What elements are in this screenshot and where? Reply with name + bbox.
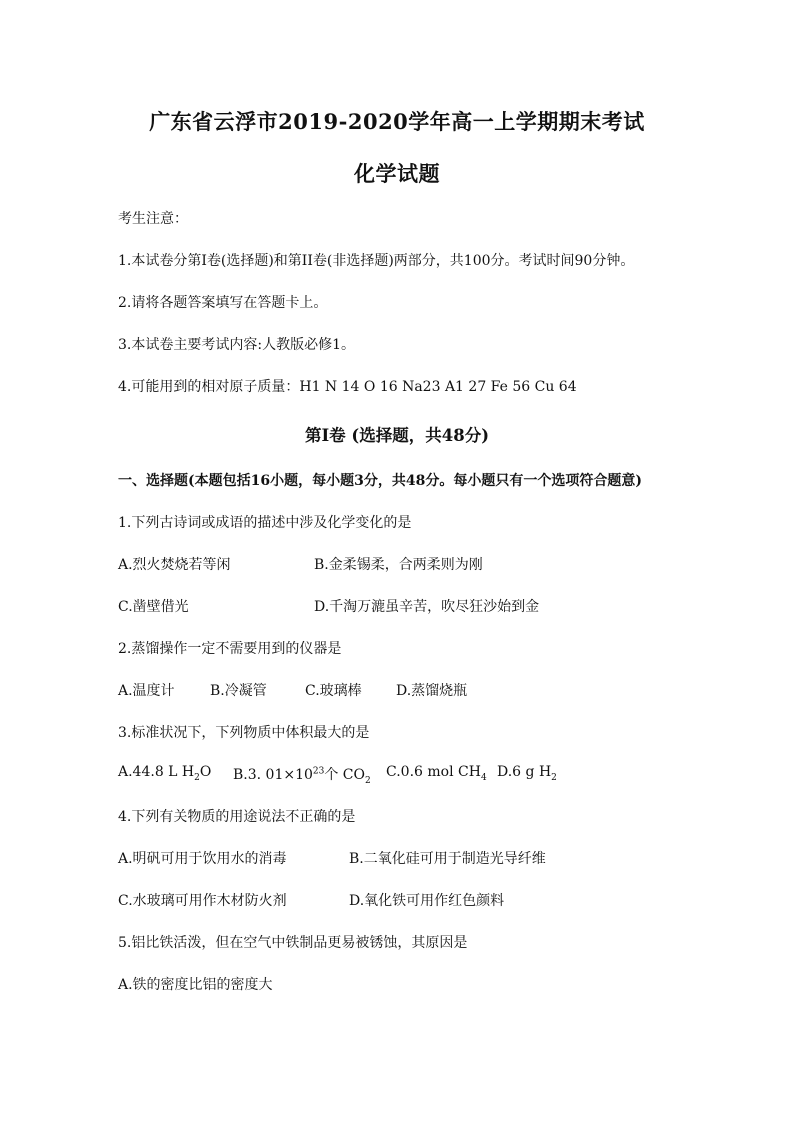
subscript: 2 bbox=[194, 772, 200, 783]
option-a: A.烈火焚烧若等闲 bbox=[118, 557, 231, 573]
notice-item: 2.请将各题答案填写在答题卡上。 bbox=[118, 295, 328, 311]
option-a-text: O bbox=[199, 764, 212, 780]
option-a: A.明矾可用于饮用水的消毒 bbox=[118, 851, 287, 867]
notice-item: 3.本试卷主要考试内容:人教版必修1。 bbox=[118, 337, 355, 353]
option-a bbox=[118, 764, 211, 783]
question-stem: 1.下列古诗词或成语的描述中涉及化学变化的是 bbox=[118, 515, 412, 531]
option-c: C.水玻璃可用作木材防火剂 bbox=[118, 893, 287, 909]
option-b bbox=[233, 764, 371, 786]
option-d: D.蒸馏烧瓶 bbox=[396, 683, 468, 699]
subscript: 2 bbox=[551, 772, 557, 783]
option-b: B.二氧化硅可用于制造光导纤维 bbox=[349, 851, 546, 867]
option-c: C.玻璃棒 bbox=[305, 683, 362, 699]
section-instruction: 一、选择题(本题包括16小题，每小题3分，共48分。每小题只有一个选项符合题意) bbox=[118, 473, 642, 489]
option-b: B.金柔锡柔，合两柔则为刚 bbox=[314, 557, 483, 573]
option-d-text: D.6 g H bbox=[497, 764, 552, 780]
question-stem: 2.蒸馏操作一定不需要用到的仪器是 bbox=[118, 641, 342, 657]
option-b: B.冷凝管 bbox=[210, 683, 267, 699]
notice-item: 4.可能用到的相对原子质量：H1 N 14 O 16 Na23 A1 27 Fe 56 Cu 64 bbox=[118, 379, 577, 395]
superscript: 23 bbox=[312, 766, 325, 777]
option-b-text: 个 CO bbox=[324, 767, 365, 783]
option-c: C.凿壁借光 bbox=[118, 599, 189, 615]
option-c-text: C.0.6 mol CH bbox=[386, 764, 481, 780]
notice-item: 1.本试卷分第I卷(选择题)和第II卷(非选择题)两部分，共100分。考试时间90分钟。 bbox=[118, 253, 635, 269]
question-stem: 4.下列有关物质的用途说法不正确的是 bbox=[118, 809, 356, 825]
document-title: 广东省云浮市2019-2020学年高一上学期期末考试 bbox=[149, 109, 645, 134]
option-d bbox=[497, 764, 557, 783]
option-d: D.千淘万漉虽辛苦，吹尽狂沙始到金 bbox=[314, 599, 540, 615]
question-stem: 5.铝比铁活泼，但在空气中铁制品更易被锈蚀，其原因是 bbox=[118, 935, 468, 951]
question-stem: 3.标准状况下，下列物质中体积最大的是 bbox=[118, 725, 370, 741]
option-a-text: A.44.8 L H bbox=[118, 764, 195, 780]
option-b-text: B.3. 01×10 bbox=[233, 767, 313, 783]
option-d: D.氧化铁可用作红色颜料 bbox=[349, 893, 505, 909]
section-title: 第I卷 (选择题，共48分) bbox=[304, 426, 490, 445]
option-c bbox=[386, 764, 487, 783]
subscript: 4 bbox=[480, 772, 487, 783]
document-subtitle: 化学试题 bbox=[354, 161, 440, 186]
notice-heading: 考生注意： bbox=[118, 211, 188, 227]
option-a: A.铁的密度比铝的密度大 bbox=[118, 977, 273, 993]
subscript: 2 bbox=[365, 775, 371, 786]
option-a: A.温度计 bbox=[118, 683, 175, 699]
